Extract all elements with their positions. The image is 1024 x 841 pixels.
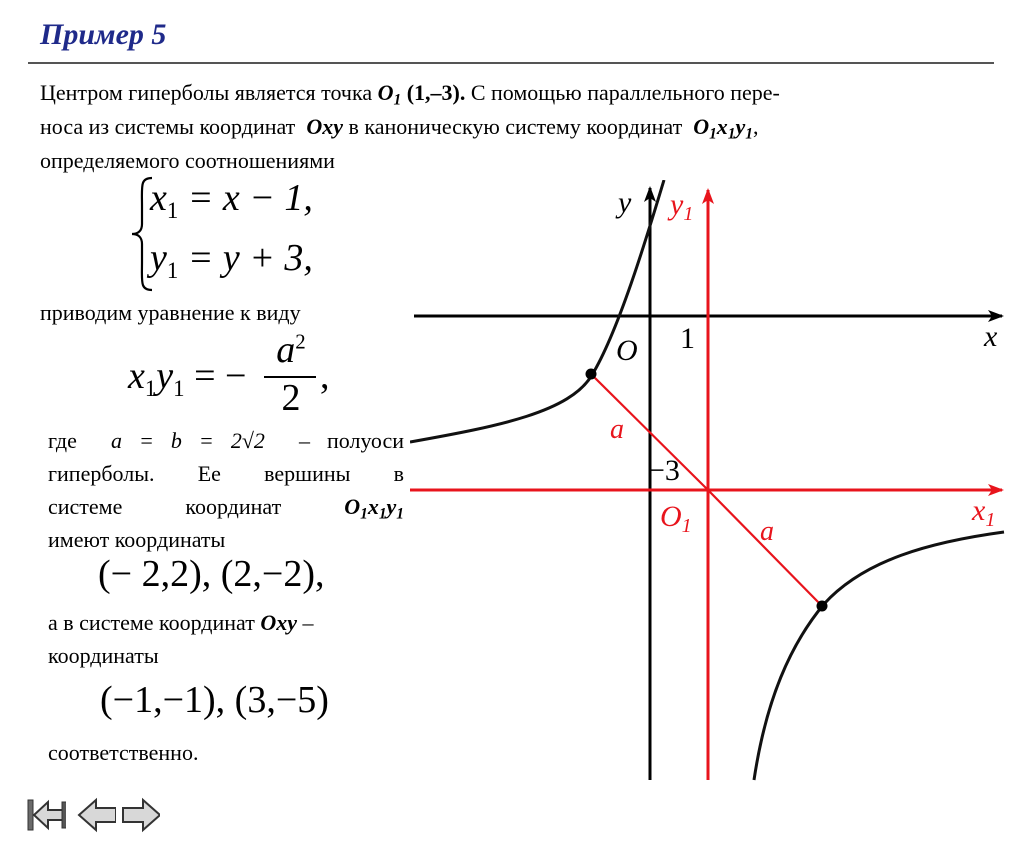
first-icon	[28, 800, 66, 830]
back-button[interactable]	[76, 796, 116, 836]
center-point: $O_1$	[377, 80, 402, 109]
intro-text-3: носа из системы координат	[40, 114, 296, 139]
label-x: x	[984, 320, 998, 353]
label-y: y	[618, 186, 632, 219]
tick-label-1: 1	[680, 322, 695, 355]
hyperbola-lower-right-branch	[754, 532, 1004, 780]
intro-text-5: определяемого соотношениями	[40, 148, 335, 173]
segment-label-a2: a	[760, 516, 774, 547]
reduce-text: приводим уравнение к виду	[40, 300, 301, 325]
semiaxis-segment-2	[708, 490, 822, 606]
forward-arrow-icon	[123, 800, 160, 830]
vertices-oxy: (−1,−1), (3,−5)	[100, 679, 329, 721]
intro-text-1: Центром гиперболы является точка	[40, 80, 373, 105]
hyperbola-graph	[410, 180, 1010, 785]
o1x1y1-label: $O_1x_1y_1$	[693, 114, 753, 143]
intro-text-4: в каноническую систему координат	[348, 114, 683, 139]
back-arrow-icon	[79, 800, 116, 830]
label-y1: $y_1$	[670, 188, 694, 225]
intro-paragraph: Центром гиперболы является точка $O_1$ (1,–3). С помощью параллельного пере- носа из системы координат Oxy в каноническую систему координат $O_1x_1y_1$, определяемого соотношениями	[40, 80, 780, 173]
hyperbola-upper-left-branch	[410, 180, 664, 442]
vertex-2	[817, 601, 828, 612]
semiaxis-formula: a = b = 2√2	[110, 428, 265, 453]
first-slide-button[interactable]	[26, 796, 66, 836]
forward-button[interactable]	[120, 796, 160, 836]
oxy-label: Oxy	[306, 114, 343, 139]
label-origin: O	[616, 334, 638, 367]
equation-system	[128, 172, 348, 292]
vertex-1	[586, 369, 597, 380]
vertices-o1: (− 2,2), (2,−2),	[98, 553, 325, 595]
label-o1: $O_1$	[660, 500, 692, 537]
center-coords: (1,–3).	[401, 80, 466, 105]
tick-label-minus-3: −3	[648, 454, 680, 487]
semiaxes-paragraph: где a = b = 2√2 – полуоси гиперболы. Ее вершины в системе координат $O_1x_1y_1$ имеют координаты	[48, 428, 405, 552]
canonical-equation: $x_1y_1$ = − $a^2$ 2 ,	[128, 329, 330, 419]
slide-title: Пример 5	[40, 18, 167, 51]
segment-label-a1: a	[610, 414, 624, 445]
oxy-paragraph: а в системе координат Oxy – координаты	[48, 610, 314, 668]
equation-1: $x_1 = x - 1$,	[150, 177, 313, 223]
equation-2: $y_1 = y + 3$,	[150, 237, 313, 283]
title-divider	[28, 62, 994, 64]
label-x1: $x_1$	[972, 494, 996, 531]
intro-text-2: С помощью параллельного пере-	[465, 80, 780, 105]
respectively-text: соответственно.	[48, 740, 199, 765]
